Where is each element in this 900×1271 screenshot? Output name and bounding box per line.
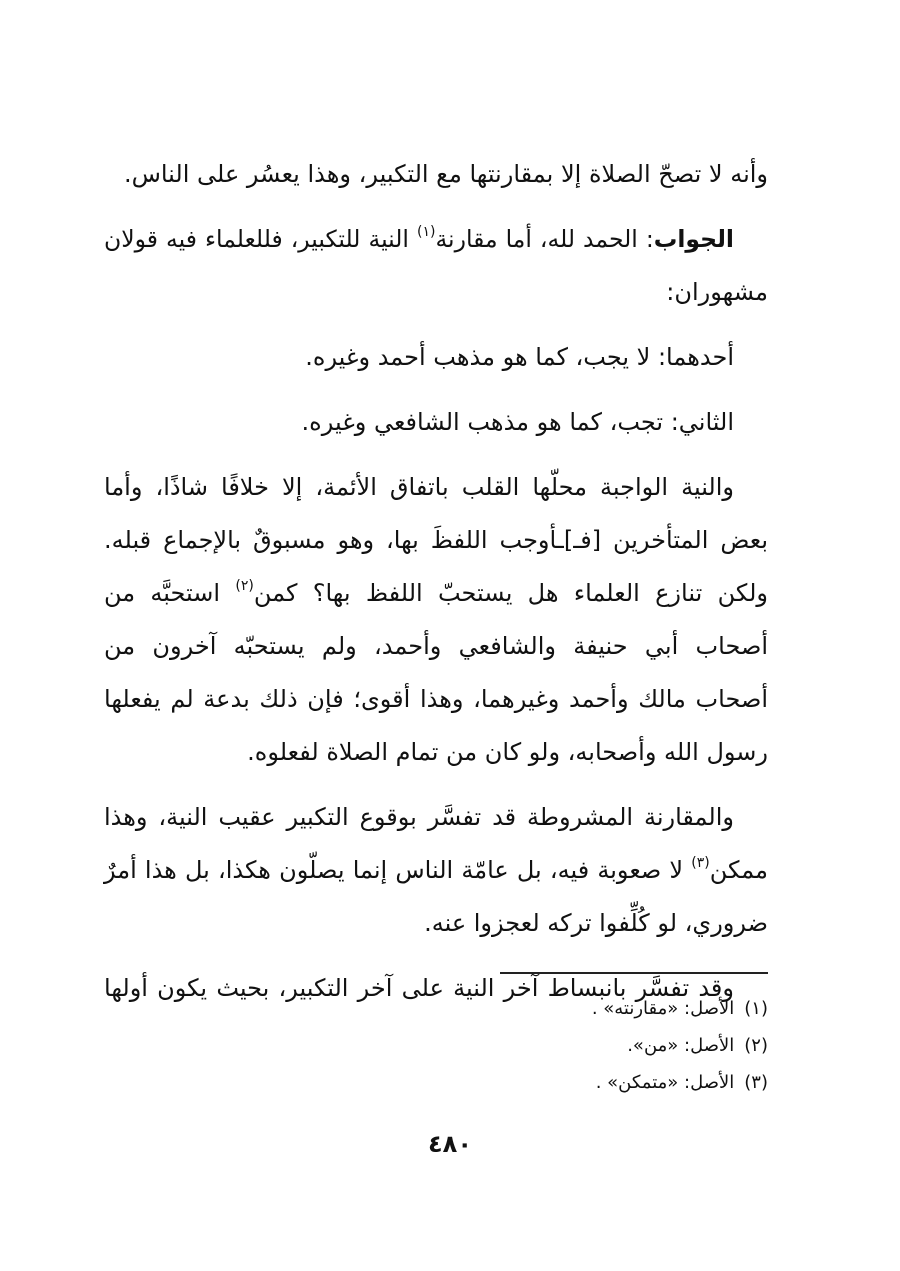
text-line: أحدهما: لا يجب، كما هو مذهب أحمد وغيره. xyxy=(305,343,734,371)
text-line: مشهوران: xyxy=(666,278,768,306)
text-line: أصحاب أبي حنيفة والشافعي وأحمد، ولم يستحبّه آخرون من xyxy=(104,632,768,660)
text-line: والنية الواجبة محلّها القلب باتفاق الأئمة، إلا خلافًا شاذًا، وأما xyxy=(104,473,734,501)
footnote-number: (١) xyxy=(744,998,768,1019)
footnote-separator xyxy=(500,972,768,974)
text-segment: النية للتكبير، فللعلماء فيه قولان xyxy=(104,225,417,253)
text-line: ضروري، لو كُلِّفوا تركه لعجزوا عنه. xyxy=(424,909,768,937)
text-line: بعض المتأخرين [فـ]ـأوجب اللفظَ بها، وهو مسبوقٌ بالإجماع قبله. xyxy=(104,526,768,554)
footnote-text: الأصل: «من». xyxy=(627,1035,735,1056)
text-line xyxy=(104,213,768,266)
text-line: وأنه لا تصحّ الصلاة إلا بمقارنتها مع التكبير، وهذا يعسُر على الناس. xyxy=(123,160,768,188)
text-line: أصحاب مالك وأحمد وغيرهما، وهذا أقوى؛ فإن ذلك بدعة لم يفعلها xyxy=(104,685,768,713)
text-line: رسول الله وأصحابه، ولو كان من تمام الصلاة لفعلوه. xyxy=(247,738,768,766)
text-line: وقد تفسَّر بانبساط آخر النية على آخر التكبير، بحيث يكون أولها xyxy=(104,974,734,1002)
text-line xyxy=(104,844,768,897)
footnote-ref-3: (٣) xyxy=(691,855,710,871)
footnote-2 xyxy=(104,1027,768,1064)
footnote-3 xyxy=(104,1064,768,1101)
footnote-1 xyxy=(104,990,768,1027)
main-text xyxy=(104,148,768,1015)
footnote-text: الأصل: «مقارنته» . xyxy=(591,998,735,1019)
text-line: الثاني: تجب، كما هو مذهب الشافعي وغيره. xyxy=(301,408,734,436)
text-line: والمقارنة المشروطة قد تفسَّر بوقوع التكبير عقيب النية، وهذا xyxy=(104,803,734,831)
page-number: ٤٨٠ xyxy=(428,1130,472,1158)
text-segment: لا صعوبة فيه، بل عامّة الناس إنما يصلّون هكذا، بل هذا أمرٌ xyxy=(104,856,692,884)
text-line xyxy=(104,567,768,620)
footnote-text: الأصل: «متمكن» . xyxy=(595,1072,735,1093)
text-segment: استحبَّه من xyxy=(104,579,236,607)
footnote-ref-1: (١) xyxy=(416,224,436,241)
footnote-ref-2: (٢) xyxy=(235,578,254,594)
footnotes xyxy=(104,990,768,1101)
footnote-number: (٢) xyxy=(744,1035,768,1056)
answer-label: الجواب xyxy=(653,225,734,253)
footnote-number: (٣) xyxy=(744,1072,768,1093)
text-segment: ولكن تنازع العلماء هل يستحبّ اللفظ بها؟ كمن xyxy=(253,579,768,607)
text-segment: : الحمد لله، أما مقارنة xyxy=(435,225,654,253)
text-segment: ممكن xyxy=(709,856,768,884)
